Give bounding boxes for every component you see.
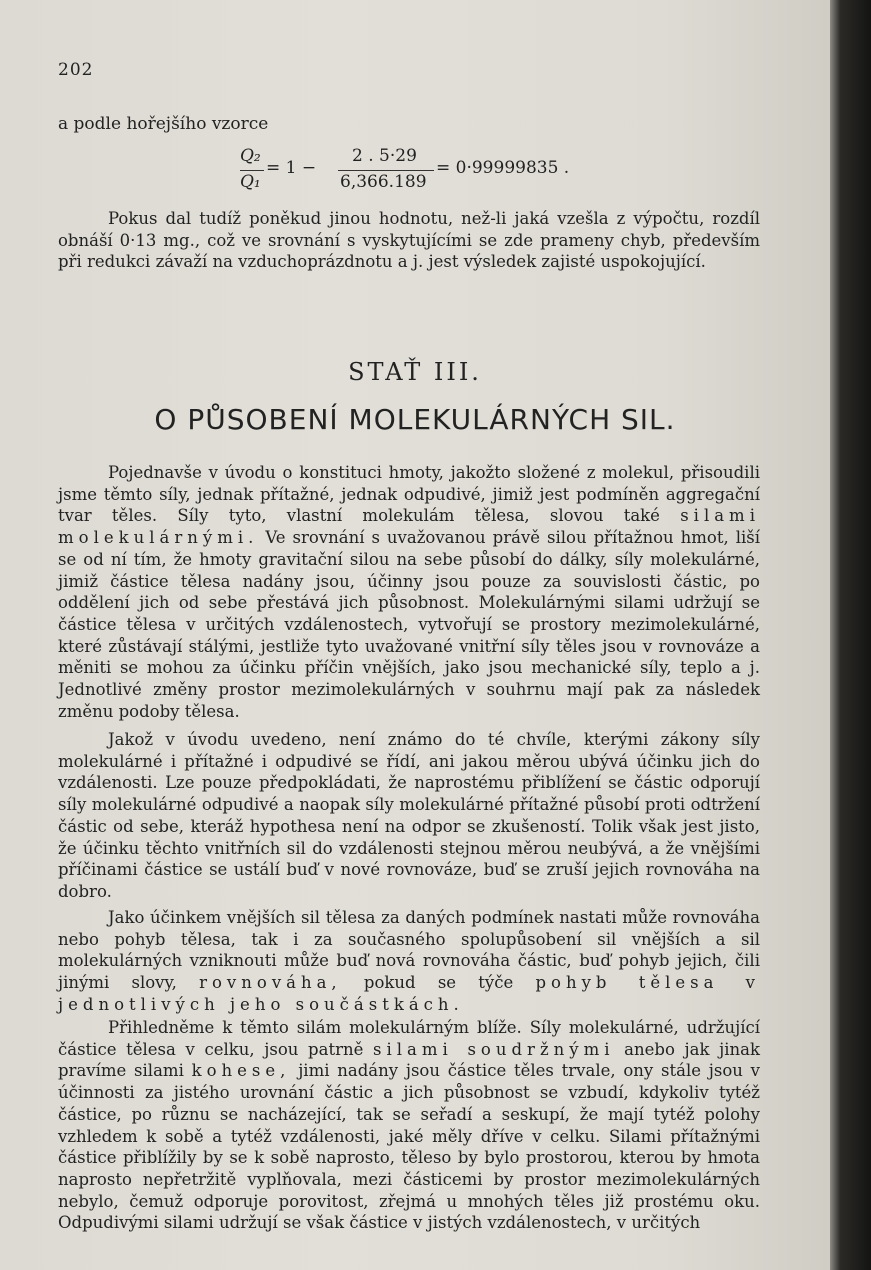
formula-fraction-bar [240, 170, 264, 171]
formula-rhs-numerator: 2 . 5·29 [352, 146, 417, 166]
formula-lhs-denominator: Q₁ [240, 172, 261, 192]
paragraph-text: anebo jak jinak pravíme silami [58, 1039, 760, 1081]
formula-rhs-denominator: 6,366.189 [340, 172, 427, 192]
paragraph-cohesive-forces [58, 1017, 760, 1234]
formula-result: = 0·99999835 . [436, 158, 570, 178]
paragraph-unknown-laws: Jakož v úvodu uvedeno, není známo do té chvíle, kterými zákony síly molekulárné i přítažné i odpudivé se řídí, ani jakou měrou ubývá účinku jich do vzdálenosti. Lze pouze předpokládati, že naprostému přiblížení se částic odporují síly molekulárné odpudivé a naopak síly molekulárné přítažné působí proti odtržení částic od sebe, kteráž hypothesa není na odpor se zkušeností. Tolik však jest jisto, že účinku těchto vnitřních sil do vzdálenosti stejnou měrou neubývá, a že vnějšími příčinami částice se ustálí buď v nové rovnováze, buď se zruší jejich rovnováha na dobro. [58, 730, 760, 901]
spaced-term: silami soudržnými [373, 1039, 615, 1059]
spaced-term: silami molekulárnými. [58, 506, 760, 548]
book-binding-edge [830, 0, 871, 1270]
section-number: STAŤ III. [348, 358, 482, 386]
page-number: 202 [58, 60, 94, 80]
paragraph-text: Jako účinkem vnějších sil tělesa za daných podmínek nastati může rovnováha nebo pohyb tělesa, tak i za současného spolupůsobení sil vnějších a sil molekulárných vzniknouti může buď nová rovnováha částic, buď pohyb jejich, čili jinými slovy, [58, 908, 760, 993]
spaced-term: kohese, [191, 1061, 291, 1081]
paragraph-text: Ve srovnání s uvažovanou právě silou přítažnou hmot, liší se od ní tím, že hmoty gravitační silou na sebe působí do dálky, síly molekulárné, jimiž částice tělesa nadány jsou, účinny jsou pouze za souvislosti částic, po oddělení jich od sebe přestává jich působnost. Molekulárnými silami udržují se částice tělesa v určitých vzdálenostech, vytvořují se prostory mezimolekulárné, které zůstávají stálými, jestliže tyto uvažované vnitřní síly těles jsou v rovnováze a měniti se mohou za účinku příčin vnějších, jako jsou mechanické síly, teplo a j. Jednotlivé změny prostor mezimolekulárných v souhrnu mají pak za následek změnu podoby tělesa. [58, 528, 760, 721]
ratio-formula [240, 146, 660, 192]
intro-line: a podle hořejšího vzorce [58, 114, 269, 134]
formula-lhs-numerator: Q₂ [240, 146, 261, 166]
paragraph-result-discussion: Pokus dal tudíž poněkud jinou hodnotu, než-li jaká vzešla z výpočtu, rozdíl obnáší 0·13 mg., což ve srovnání s vyskytujícími se zde prameny chyb, především při redukci závaží na vzduchoprázdnotu a j. jest výsledek zajisté uspokojující. [58, 209, 760, 272]
formula-equals-one-minus: = 1 − [266, 158, 317, 178]
spaced-term: pohyb tělesa v jednotlivých jeho součástkách. [58, 973, 761, 1014]
paragraph-text: Pojednavše v úvodu o konstituci hmoty, jakožto složené z molekul, přisoudili jsme těmto síly, jednak přítažné, jednak odpudivé, jimiž jest podmíněn aggregační tvar těles. Síly tyto, vlastní molekulám tělesa, slovou také [58, 463, 760, 526]
paragraph-text: pokud se týče [363, 973, 514, 993]
paragraph-equilibrium [58, 907, 760, 1016]
paragraph-text: jimi nadány jsou částice těles trvale, ony stále jsou v účinnosti za jistého urovnání částic a jich působnost se vzbudí, kdykoliv tytéž částice, po různu se nacházející, tak se seřadí a seskupí, že mají tytéž polohy vzhledem k sobě a tytéž vzdálenosti, jaké měly dříve v celku. Silami přítažnými částice přiblížily by se k sobě naprosto, těleso by bylo prostorou, kterou by hmota naprosto nepřetržitě vyplňovala, mezi částicemi by prostor mezimolekulárných nebylo, čemuž odporuje porovitost, zřejmá u mnohých těles již prostému oku. Odpudivými silami udržují se však částice v jistých vzdálenostech, v určitých [58, 1061, 760, 1233]
paragraph-text: Přihledněme k těmto silám molekulárným blíže. Síly molekulárné, udržující částice tělesa v celku, jsou patrně [58, 1018, 760, 1059]
formula-fraction-bar [338, 170, 434, 171]
section-title: O PŮSOBENÍ MOLEKULÁRNÝCH SIL. [154, 403, 676, 436]
paragraph-molecular-forces-intro [58, 462, 760, 722]
spaced-term: rovnováha, [199, 973, 342, 993]
